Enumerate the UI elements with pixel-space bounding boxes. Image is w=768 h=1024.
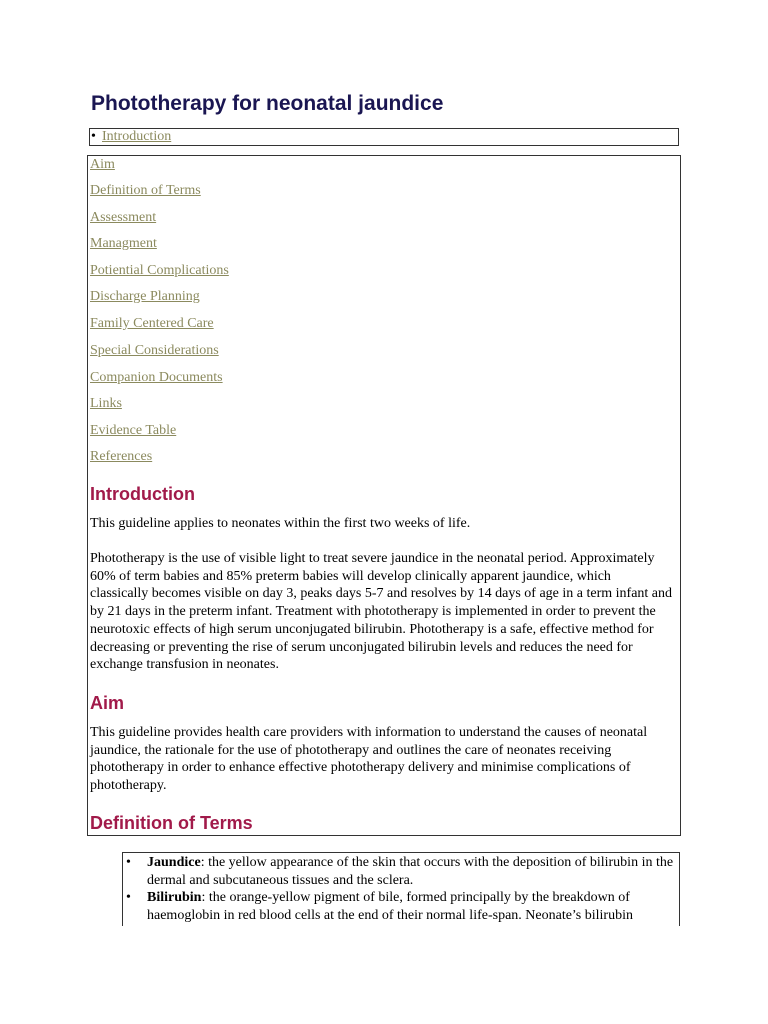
- toc-link-definition-of-terms[interactable]: Definition of Terms: [90, 183, 201, 198]
- list-item: [126, 889, 674, 924]
- definition-of-terms-heading: Definition of Terms: [90, 813, 253, 833]
- aim-paragraph: This guideline provides health care providers with information to understand the causes of neonatal jaundice, the rationale for the use of phototherapy and outlines the care of neonates receiving phototherapy in order to enhance effective phototherapy delivery and minimise complications of phototherapy.: [90, 725, 648, 794]
- toc-link-companion-documents[interactable]: Companion Documents: [90, 370, 223, 385]
- introduction-paragraph-2: Phototherapy is the use of visible light to treat severe jaundice in the neonatal period. Approximately 60% of term babies and 85% preterm babies will develop clinically apparent jaundice, which classically becomes visible on day 3, peaks days 5-7 and resolves by 14 days of age in a term infant and by 21 days in the preterm infant. Treatment with phototherapy is implemented in order to prevent the neurotoxic effects of high serum unconjugated bilirubin. Phototherapy is a safe, effective method for decreasing or preventing the rise of serum unconjugated bilirubin levels and reduces the need for exchange transfusion in neonates.: [90, 551, 673, 673]
- bullet-icon: •: [91, 129, 96, 144]
- toc-link-special-considerations[interactable]: Special Considerations: [90, 343, 219, 358]
- definition-term: Bilirubin: [147, 890, 202, 905]
- page-title: Phototherapy for neonatal jaundice: [91, 92, 444, 115]
- toc-link-references[interactable]: References: [90, 449, 153, 464]
- definition-text: : the orange-yellow pigment of bile, formed principally by the breakdown of haemoglobin in red blood cells at the end of their normal life-span. Neonate’s bilirubin: [147, 890, 633, 923]
- toc-link-managment[interactable]: Managment: [90, 236, 157, 251]
- toc-link-evidence-table[interactable]: Evidence Table: [90, 423, 177, 438]
- intro-link-box: [89, 128, 679, 146]
- introduction-heading: Introduction: [90, 484, 195, 504]
- definition-text: : the yellow appearance of the skin that occurs with the deposition of bilirubin in the dermal and subcutaneous tissues and the sclera.: [147, 855, 674, 888]
- toc-link-family-centered-care[interactable]: Family Centered Care: [90, 316, 214, 331]
- bullet-icon: •: [126, 890, 131, 905]
- toc-link-links[interactable]: Links: [90, 396, 122, 411]
- definition-term: Jaundice: [147, 855, 201, 870]
- toc-link-assessment[interactable]: Assessment: [90, 210, 157, 225]
- toc-link-discharge-planning[interactable]: Discharge Planning: [90, 289, 200, 304]
- toc-link-potiential-complications[interactable]: Potiential Complications: [90, 263, 229, 278]
- list-item: [126, 854, 674, 889]
- introduction-paragraph-1: This guideline applies to neonates within the first two weeks of life.: [90, 516, 471, 531]
- bullet-icon: •: [126, 855, 131, 870]
- aim-heading: Aim: [90, 693, 125, 713]
- toc-link-aim[interactable]: Aim: [90, 157, 115, 172]
- intro-link[interactable]: Introduction: [102, 129, 172, 144]
